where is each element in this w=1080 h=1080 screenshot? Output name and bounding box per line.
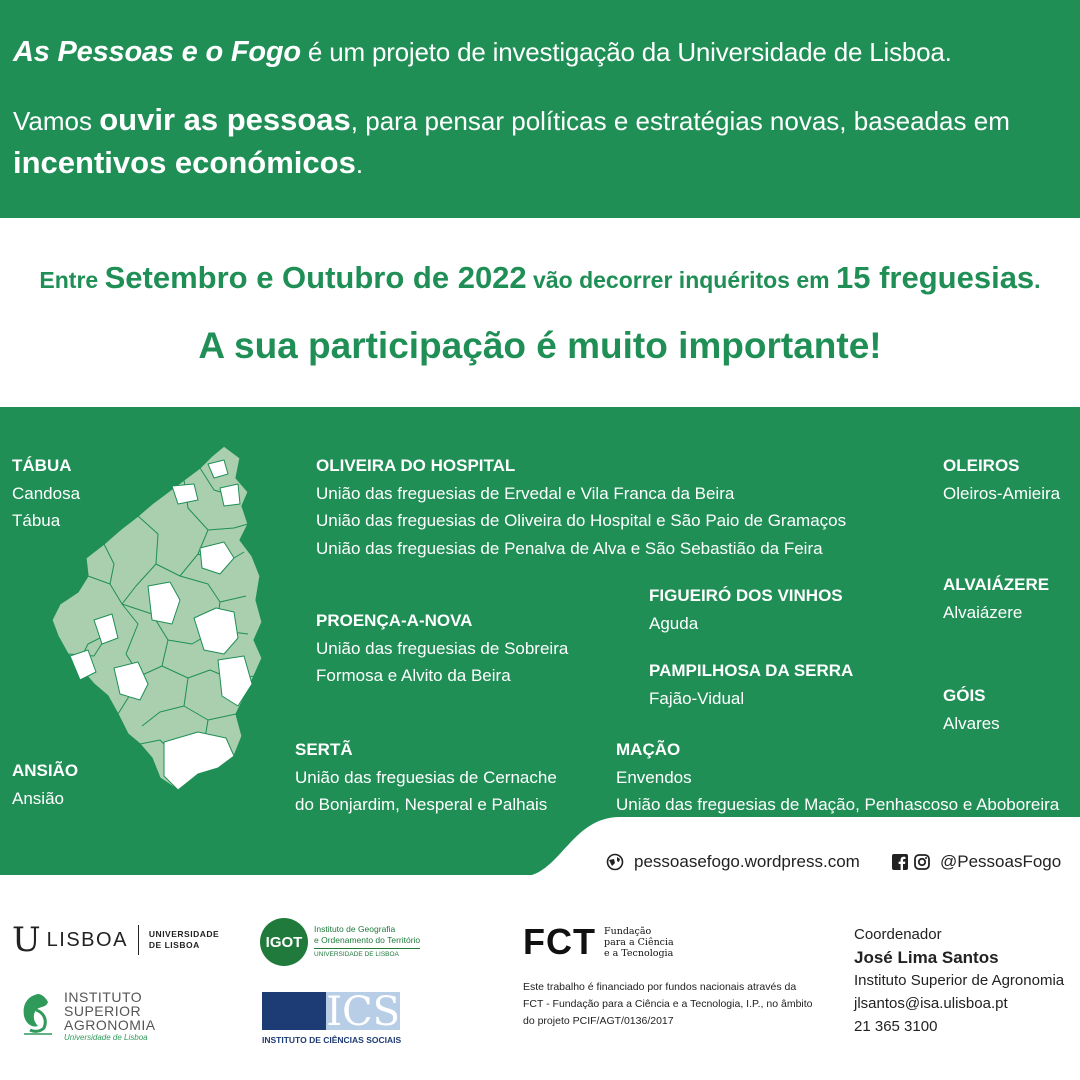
survey-period: Setembro e Outubro de 2022 [104,260,527,295]
project-name: As Pessoas e o Fogo [13,36,301,68]
parish-highlight [164,732,234,790]
isa-logo [18,990,156,1043]
parish-name: União das freguesias de Penalva de Alva e São Sebastião da Feira [316,538,823,558]
intro-title [13,36,952,69]
ulisboa-word: LISBOA [46,928,128,951]
intro-emph-1: ouvir as pessoas [99,102,351,137]
survey-count: 15 freguesias [836,260,1035,295]
municipality-name: PAMPILHOSA DA SERRA [649,661,854,680]
municipality-gois [943,682,1000,737]
intro-text-a: Vamos [13,106,100,136]
municipality-name: PROENÇA-A-NOVA [316,611,473,630]
parish-name: Alvaiázere [943,602,1023,622]
intro-title-rest: é um projeto de investigação da Universidade de Lisboa. [300,37,952,67]
intro-banner [0,0,1080,218]
parish-name: do Bonjardim, Nesperal e Palhais [295,795,548,814]
survey-text-c: vão decorrer inquéritos em [526,267,836,293]
parish-name: Oleiros-Amieira [943,483,1061,503]
participation-headline: A sua participação é muito importante! [198,325,882,366]
fct-logo [523,921,674,962]
parish-name: Aguda [649,613,699,633]
survey-dates [0,260,1080,296]
facebook-icon[interactable] [892,854,908,870]
fct-line3: e a Tecnologia [603,947,674,959]
ulisboa-subtitle [149,929,219,951]
parish-name: Fajão-Vidual [649,688,745,708]
social-handle[interactable] [892,852,1061,872]
municipality-ansiao [12,757,78,812]
ulisboa-divider [138,925,139,955]
parish-name: Alvares [943,713,1000,733]
municipality-alvaiazere [943,571,1049,626]
coordinator-name: José Lima Santos [854,948,999,967]
parish-name: Candosa [12,483,81,503]
municipality-name: FIGUEIRÓ DOS VINHOS [649,586,843,605]
ulisboa-mark: U [12,920,41,960]
survey-text-e: . [1034,267,1041,293]
coordinator-email[interactable]: jlsantos@isa.ulisboa.pt [854,995,1008,1012]
parish-name: União das freguesias de Ervedal e Vila Franca da Beira [316,483,735,503]
municipality-macao [616,736,1059,819]
municipality-name: TÁBUA [12,456,72,475]
ics-logo [262,989,402,1045]
coordinator-contact [854,923,1064,1038]
municipality-name: ALVAIÁZERE [943,575,1050,594]
municipality-name: OLEIROS [943,456,1020,475]
funding-note: Este trabalho é financiado por fundos nacionais através da FCT - Fundação para a Ciência e a Tecnologia, I.P., no âmbito do projeto PCIF/AGT/0136/2017 [523,981,813,1027]
ics-mark: ICS [326,989,400,1035]
coordinator-phone[interactable]: 21 365 3100 [854,1018,938,1035]
intro-emph-2: incentivos económicos [13,145,356,180]
instagram-icon[interactable] [914,854,930,870]
municipality-tabua [12,452,80,535]
survey-text-a: Entre [39,267,105,293]
municipality-figueiro-dos-vinhos [649,582,843,637]
ulisboa-sub1: UNIVERSIDADE [148,929,220,939]
municipality-name: MAÇÃO [616,740,681,759]
igot-mark: IGOT [260,918,308,966]
isa-line2: SUPERIOR [64,1003,142,1019]
ics-block [262,992,326,1030]
intro-text-c: , para pensar políticas e estratégias novas, baseadas em [350,106,1010,136]
isa-line3: AGRONOMIA [64,1017,156,1033]
coordinator-label: Coordenador [854,926,942,943]
ics-name: INSTITUTO DE CIÊNCIAS SOCIAIS [262,1035,402,1045]
parish-name: União das freguesias de Sobreira [316,638,569,658]
igot-line1: Instituto de Geografia [314,924,396,934]
parish-name: Tábua [12,511,61,530]
announcement [0,218,1080,407]
website-url[interactable]: pessoasefogo.wordpress.com [634,852,860,871]
region-map [48,444,270,794]
parish-name: União das freguesias de Oliveira do Hospital e São Paio de Gramaços [316,511,847,530]
igot-line2: e Ordenamento do Território [314,935,421,945]
ulisboa-sub2: DE LISBOA [148,940,200,950]
parish-name: Formosa e Alvito da Beira [316,666,511,685]
igot-line3: UNIVERSIDADE DE LISBOA [314,948,420,960]
parish-name: Ansião [12,788,64,808]
isa-line4: Universidade de Lisboa [64,1033,148,1042]
website-link[interactable] [606,852,860,872]
fct-line1: Fundação [603,925,652,937]
globe-icon [606,853,624,871]
municipality-pampilhosa-da-serra [649,657,853,712]
municipality-name: SERTÃ [295,740,353,759]
municipality-serta [295,736,557,819]
parish-highlight [220,484,240,506]
intro-text-e: . [355,149,364,179]
parish-name: União das freguesias de Cernache [295,767,557,787]
parish-name: Envendos [616,767,692,787]
ulisboa-logo [12,922,219,958]
municipality-name: OLIVEIRA DO HOSPITAL [316,456,516,475]
fct-mark: FCT [523,921,596,962]
igot-logo [260,918,420,966]
municipality-oliveira-do-hospital [316,452,846,562]
municipality-name: ANSIÃO [12,761,79,780]
coordinator-institution: Instituto Superior de Agronomia [854,972,1065,989]
fct-line2: para a Ciência [603,936,674,948]
municipality-oleiros [943,452,1060,507]
parish-name: União das freguesias de Mação, Penhascoso e Aboboreira [616,795,1060,814]
isa-line1: INSTITUTO [64,989,143,1005]
municipality-proenca-a-nova [316,607,568,690]
intro-text [13,99,1053,185]
municipality-name: GÓIS [943,686,986,705]
social-handle-text[interactable]: @PessoasFogo [940,852,1062,871]
isa-eagle-icon [18,990,58,1040]
